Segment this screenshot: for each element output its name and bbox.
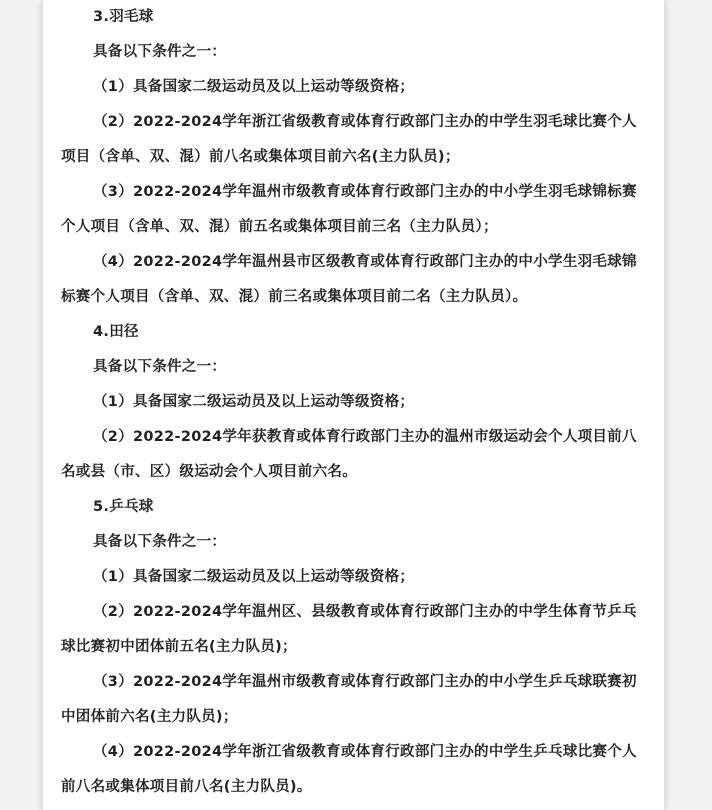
section-heading: 4.田径 <box>93 324 139 340</box>
condition-item: （4）2022-2024学年浙江省级教育或体育行政部门主办的中学生乒乓球比赛个人 <box>93 744 637 760</box>
condition-item: （2）2022-2024学年浙江省级教育或体育行政部门主办的中学生羽毛球比赛个人 <box>93 114 637 130</box>
condition-item: （1）具备国家二级运动员及以上运动等级资格； <box>93 394 415 410</box>
condition-item: （3）2022-2024学年温州市级教育或体育行政部门主办的中小学生羽毛球锦标赛 <box>93 184 637 200</box>
document-content <box>61 0 649 805</box>
section-heading: 3.羽毛球 <box>93 9 154 25</box>
condition-item: （2）2022-2024学年温州区、县级教育或体育行政部门主办的中学生体育节乒乓 <box>93 604 637 620</box>
section-heading: 5.乒乓球 <box>93 499 154 515</box>
condition-item: （1）具备国家二级运动员及以上运动等级资格； <box>93 79 415 95</box>
condition-item-continuation: 前八名或集体项目前八名(主力队员)。 <box>61 779 312 795</box>
section-intro: 具备以下条件之一： <box>93 44 227 60</box>
condition-item-continuation: 中团体前六名(主力队员)； <box>61 709 238 725</box>
condition-item-continuation: 项目（含单、双、混）前八名或集体项目前六名(主力队员)； <box>61 149 460 165</box>
condition-item-continuation: 名或县（市、区）级运动会个人项目前六名。 <box>61 464 357 480</box>
condition-item: （2）2022-2024学年获教育或体育行政部门主办的温州市级运动会个人项目前八 <box>93 429 637 445</box>
condition-item-continuation: 个人项目（含单、双、混）前五名或集体项目前三名（主力队员）； <box>61 219 498 235</box>
condition-item: （3）2022-2024学年温州市级教育或体育行政部门主办的中小学生乒乓球联赛初 <box>93 674 637 690</box>
section-intro: 具备以下条件之一： <box>93 534 227 550</box>
section-intro: 具备以下条件之一： <box>93 359 227 375</box>
document-page <box>42 0 665 810</box>
condition-item: （4）2022-2024学年温州县市区级教育或体育行政部门主办的中小学生羽毛球锦 <box>93 254 637 270</box>
condition-item: （1）具备国家二级运动员及以上运动等级资格； <box>93 569 415 585</box>
condition-item-continuation: 球比赛初中团体前五名(主力队员)； <box>61 639 297 655</box>
condition-item-continuation: 标赛个人项目（含单、双、混）前三名或集体项目前二名（主力队员）。 <box>61 289 528 305</box>
